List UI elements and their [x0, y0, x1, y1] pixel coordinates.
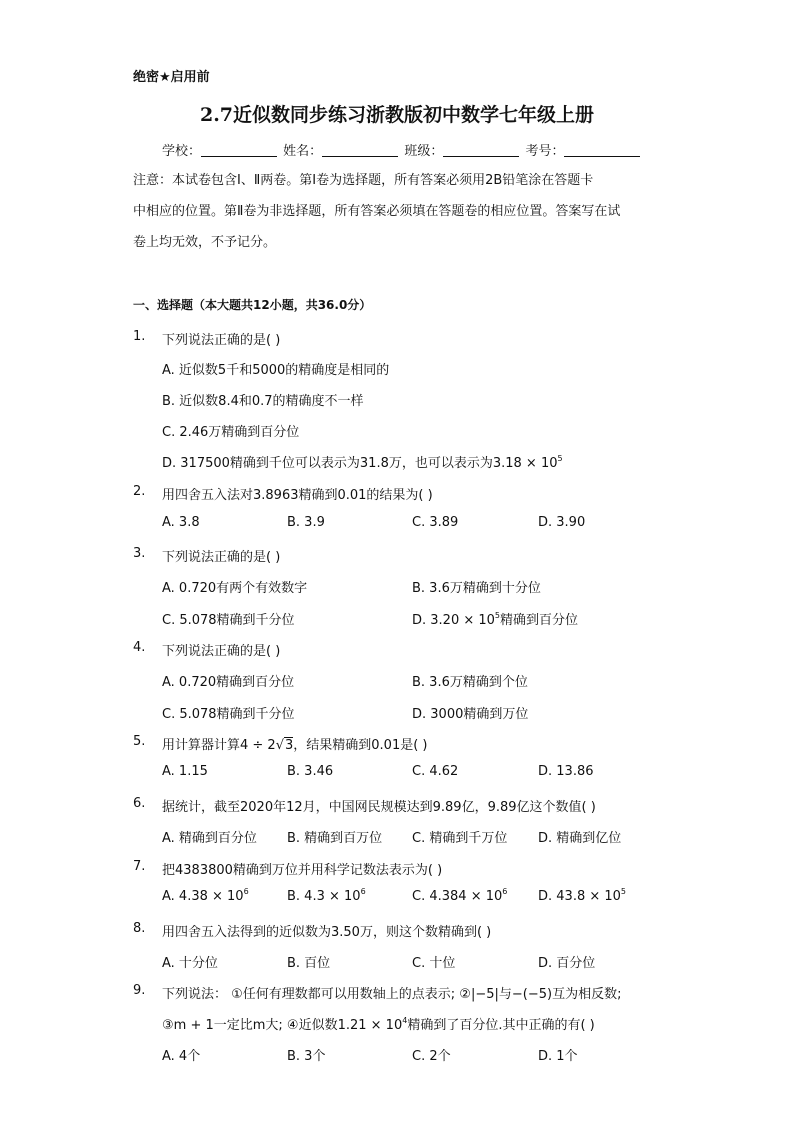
option-text: 精确到百分位: [500, 613, 579, 628]
option-a[interactable]: [162, 889, 249, 904]
exam-number-label: 考号：: [525, 144, 565, 159]
question-text: 用四舍五入法得到的近似数为3.50万，则这个数精确到( ): [162, 925, 492, 940]
notice-line: 卷上均无效，不予记分。: [133, 235, 277, 250]
option-a[interactable]: A. 4个: [162, 1049, 201, 1064]
option-c[interactable]: C. 5.078精确到千分位: [162, 613, 295, 628]
question-text-part: ，结果精确到0.01是( ): [293, 738, 428, 753]
option-d[interactable]: D. 百分位: [538, 956, 596, 971]
option-text: A. 4.38 × 10: [162, 889, 244, 904]
option-b[interactable]: B. 3.6万精确到十分位: [412, 581, 541, 596]
question-number: 2.: [133, 484, 146, 499]
option-c[interactable]: C. 十位: [412, 956, 456, 971]
option-text: C. 4.384 × 10: [412, 889, 503, 904]
question-text: 下列说法： ①任何有理数都可以用数轴上的点表示; ②|−5|与−(−5)互为相反数;: [162, 987, 622, 1002]
class-field[interactable]: [443, 144, 519, 157]
question-text: 把4383800精确到万位并用科学记数法表示为( ): [162, 863, 443, 878]
option-b[interactable]: B. 3.6万精确到个位: [412, 675, 528, 690]
notice-line: 中相应的位置。第Ⅱ卷为非选择题，所有答案必须填在答题卷的相应位置。答案写在试: [133, 204, 621, 219]
option-b[interactable]: B. 3.9: [287, 515, 325, 530]
question-text-part: ③m + 1一定比m大; ④近似数1.21 × 10: [162, 1018, 403, 1033]
option-c[interactable]: C. 4.62: [412, 764, 459, 779]
option-a[interactable]: A. 0.720精确到百分位: [162, 675, 295, 690]
option-text: D. 317500精确到千位可以表示为31.8万，也可以表示为3.18 × 10: [162, 456, 558, 471]
notice-line: 注意：本试卷包含Ⅰ、Ⅱ两卷。第Ⅰ卷为选择题，所有答案必须用2B铅笔涂在答题卡: [133, 173, 594, 188]
student-info-row: [162, 140, 642, 159]
exam-number-field[interactable]: [564, 144, 640, 157]
option-a[interactable]: A. 精确到百分位: [162, 831, 257, 846]
exponent: 5: [557, 454, 563, 463]
question-text: 下列说法正确的是( ): [162, 550, 281, 565]
exponent: 5: [494, 611, 501, 620]
question-number: 3.: [133, 546, 146, 561]
sqrt-radicand: 3: [285, 738, 294, 753]
option-b[interactable]: B. 百位: [287, 956, 331, 971]
question-number: 6.: [133, 796, 146, 811]
name-field[interactable]: [322, 144, 398, 157]
exponent: 6: [243, 887, 249, 896]
question-number: 9.: [133, 983, 146, 998]
option-text: D. 3.20 × 10: [412, 613, 495, 628]
exponent: 6: [502, 887, 508, 896]
option-a[interactable]: A. 0.720有两个有效数字: [162, 581, 308, 596]
exponent: 6: [360, 887, 366, 896]
question-text: 据统计，截至2020年12月，中国网民规模达到9.89亿，9.89亿这个数值( ): [162, 800, 596, 815]
exponent: 5: [620, 887, 627, 896]
option-c[interactable]: C. 精确到千万位: [412, 831, 508, 846]
option-d[interactable]: D. 1个: [538, 1049, 578, 1064]
option-d[interactable]: D. 精确到亿位: [538, 831, 622, 846]
option-d[interactable]: [538, 889, 626, 904]
option-text: D. 43.8 × 10: [538, 889, 621, 904]
question-number: 4.: [133, 640, 146, 655]
option-b[interactable]: B. 3.46: [287, 764, 334, 779]
question-text: 用四舍五入法对3.8963精确到0.01的结果为( ): [162, 488, 433, 503]
option-b[interactable]: B. 近似数8.4和0.7的精确度不一样: [162, 394, 364, 409]
question-text-continued: [162, 1014, 595, 1033]
question-number: 5.: [133, 734, 146, 749]
option-a[interactable]: A. 1.15: [162, 764, 208, 779]
option-a[interactable]: A. 十分位: [162, 956, 218, 971]
question-text-part: 用计算器计算4 ÷ 2: [162, 738, 276, 753]
school-label: 学校：: [162, 144, 202, 159]
name-label: 姓名：: [283, 144, 323, 159]
question-number: 7.: [133, 859, 146, 874]
school-field[interactable]: [201, 144, 277, 157]
option-d[interactable]: D. 3000精确到万位: [412, 707, 529, 722]
exponent: 4: [402, 1016, 408, 1025]
section-heading: 一、选择题（本大题共12小题，共36.0分）: [133, 298, 372, 312]
option-b[interactable]: [287, 889, 366, 904]
option-a[interactable]: A. 近似数5千和5000的精确度是相同的: [162, 363, 390, 378]
option-d[interactable]: [162, 452, 563, 471]
question-number: 8.: [133, 921, 146, 936]
option-d[interactable]: [412, 609, 578, 628]
option-b[interactable]: B. 3个: [287, 1049, 326, 1064]
option-b[interactable]: B. 精确到百万位: [287, 831, 383, 846]
option-a[interactable]: A. 3.8: [162, 515, 200, 530]
notice-paragraph: [133, 165, 653, 258]
option-c[interactable]: C. 3.89: [412, 515, 459, 530]
confidential-label: 绝密★启用前: [133, 70, 210, 85]
question-text-part: 精确到了百分位.其中正确的有( ): [407, 1018, 595, 1033]
page-title: 2.7近似数同步练习浙教版初中数学七年级上册: [199, 104, 595, 126]
option-text: B. 4.3 × 10: [287, 889, 361, 904]
option-c[interactable]: [412, 889, 507, 904]
option-c[interactable]: C. 5.078精确到千分位: [162, 707, 295, 722]
question-text: [162, 734, 428, 753]
question-number: 1.: [133, 329, 146, 344]
sqrt-symbol: √: [275, 738, 284, 753]
question-text: 下列说法正确的是( ): [162, 644, 281, 659]
question-text: 下列说法正确的是( ): [162, 333, 281, 348]
option-c[interactable]: C. 2个: [412, 1049, 451, 1064]
class-label: 班级：: [404, 144, 444, 159]
option-d[interactable]: D. 3.90: [538, 515, 586, 530]
option-d[interactable]: D. 13.86: [538, 764, 594, 779]
option-c[interactable]: C. 2.46万精确到百分位: [162, 425, 300, 440]
